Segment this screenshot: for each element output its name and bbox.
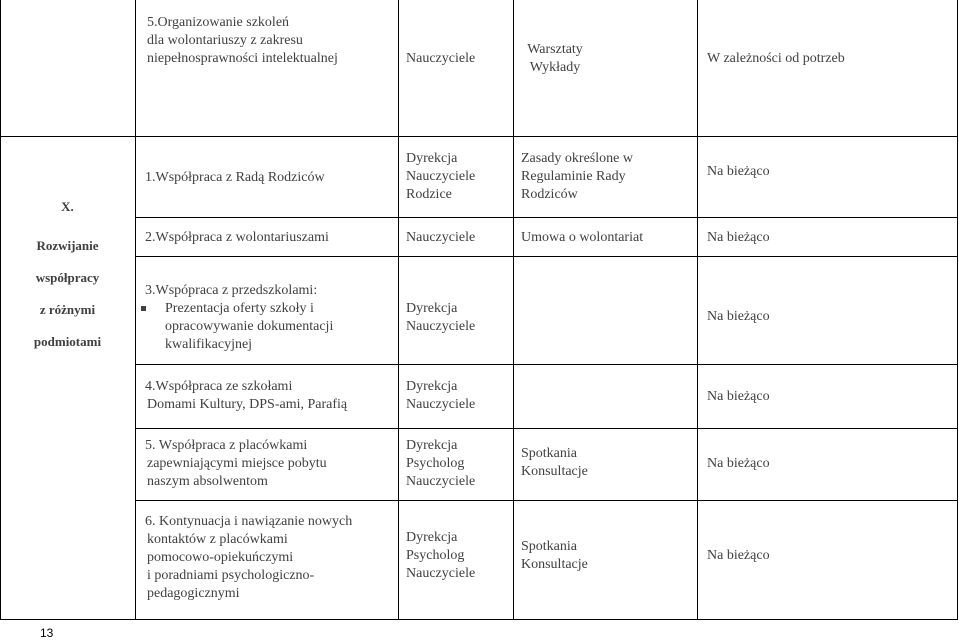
- responsible-line: Dyrekcja: [406, 438, 458, 453]
- task-line: kontaktów z placówkami: [147, 532, 288, 547]
- task-line: opracowywanie dokumentacji: [165, 319, 334, 334]
- task-line: dla wolontariuszy z zakresu: [147, 33, 303, 48]
- responsible-line: Nauczyciele: [406, 566, 476, 581]
- responsible-cell-2: Nauczyciele: [406, 230, 476, 245]
- responsible-line: Dyrekcja: [406, 379, 458, 394]
- task-line: Prezentacja oferty szkoły i: [165, 301, 314, 316]
- square-bullet-icon: [141, 306, 146, 311]
- responsible-cell-4: [406, 378, 475, 414]
- task-cell-3: [145, 282, 333, 354]
- row-divider: [135, 256, 958, 257]
- row-divider: [135, 500, 958, 501]
- responsible-line: Nauczyciele: [406, 397, 476, 412]
- responsible-cell-1: [406, 150, 475, 204]
- form-cell-6: [521, 538, 588, 574]
- form-line: Spotkania: [521, 539, 577, 554]
- form-line: Konsultacje: [521, 464, 588, 479]
- form-cell-5: [521, 445, 588, 481]
- task-line: kwalifikacyjnej: [165, 337, 253, 352]
- form-line: Konsultacje: [521, 557, 588, 572]
- form-cell-2: Umowa o wolontariat: [521, 230, 644, 245]
- section-title-line: Rozwijanie: [36, 238, 99, 253]
- task-line: i poradniami psychologiczno-: [147, 568, 315, 583]
- col-divider-4: [697, 0, 698, 620]
- form-line: Zasady określone w: [521, 151, 633, 166]
- task-line: 3.Wspópraca z przedszkolami:: [145, 283, 318, 298]
- task-line: 5. Współpraca z placówkami: [145, 438, 308, 453]
- responsible-cell-6: [406, 529, 475, 583]
- responsible-line: Dyrekcja: [406, 301, 458, 316]
- section-title-line: podmiotami: [33, 334, 102, 349]
- term-cell-6: Na bieżąco: [707, 548, 770, 563]
- responsible-line: Nauczyciele: [406, 169, 476, 184]
- task-line: naszym absolwentom: [147, 474, 268, 489]
- task-line: zapewniającymi miejsce pobytu: [147, 456, 327, 471]
- responsible-line: Psycholog: [406, 456, 465, 471]
- task-cell-1: 1.Współpraca z Radą Rodziców: [145, 170, 325, 185]
- section-title-line: współpracy: [35, 270, 100, 285]
- term-cell-training: W zależności od potrzeb: [707, 51, 845, 66]
- task-line: niepełnosprawności intelektualnej: [147, 51, 338, 66]
- task-line: Domami Kultury, DPS-ami, Parafią: [147, 397, 348, 412]
- row-divider: [135, 364, 958, 365]
- task-line: 4.Współpraca ze szkołami: [145, 379, 293, 394]
- form-cell-1: [521, 150, 633, 204]
- col-divider-1: [135, 0, 136, 620]
- page-number: 13: [40, 626, 54, 640]
- form-line: Regulaminie Rady: [521, 169, 626, 184]
- row-divider-top: [0, 136, 958, 137]
- task-line: pomocowo-opiekuńczymi: [147, 550, 294, 565]
- task-cell-training: [147, 14, 338, 68]
- term-cell-2: Na bieżąco: [707, 230, 770, 245]
- task-cell-6: [145, 513, 352, 603]
- responsible-cell-training: Nauczyciele: [406, 51, 476, 66]
- task-cell-5: [145, 437, 327, 491]
- form-line: Wykłady: [529, 60, 581, 75]
- responsible-line: Dyrekcja: [406, 530, 458, 545]
- term-cell-4: Na bieżąco: [707, 389, 770, 404]
- task-bullet-item: [145, 300, 333, 318]
- row-divider: [135, 217, 958, 218]
- responsible-line: Rodzice: [406, 187, 452, 202]
- term-cell-3: Na bieżąco: [707, 309, 770, 324]
- section-title-line: z różnymi: [39, 302, 96, 317]
- task-line: 6. Kontynuacja i nawiązanie nowych: [145, 514, 353, 529]
- responsible-line: Nauczyciele: [406, 474, 476, 489]
- col-divider-3: [513, 0, 514, 620]
- row-divider: [135, 428, 958, 429]
- task-line: 5.Organizowanie szkoleń: [147, 15, 290, 30]
- form-line: Spotkania: [521, 446, 577, 461]
- section-title: [0, 230, 135, 358]
- responsible-line: Psycholog: [406, 548, 465, 563]
- col-divider-2: [398, 0, 399, 620]
- task-line: pedagogicznymi: [147, 586, 240, 601]
- form-cell-training: [513, 41, 597, 77]
- form-line: Warsztaty: [527, 42, 583, 57]
- responsible-line: Dyrekcja: [406, 151, 458, 166]
- responsible-line: Nauczyciele: [406, 319, 476, 334]
- section-number: X.: [61, 199, 74, 214]
- term-cell-1: Na bieżąco: [707, 164, 770, 179]
- task-cell-2: 2.Współpraca z wolontariuszami: [145, 230, 329, 245]
- responsible-cell-3: [406, 300, 475, 336]
- task-cell-4: [145, 378, 347, 414]
- form-line: Rodziców: [521, 187, 578, 202]
- responsible-cell-5: [406, 437, 475, 491]
- term-cell-5: Na bieżąco: [707, 456, 770, 471]
